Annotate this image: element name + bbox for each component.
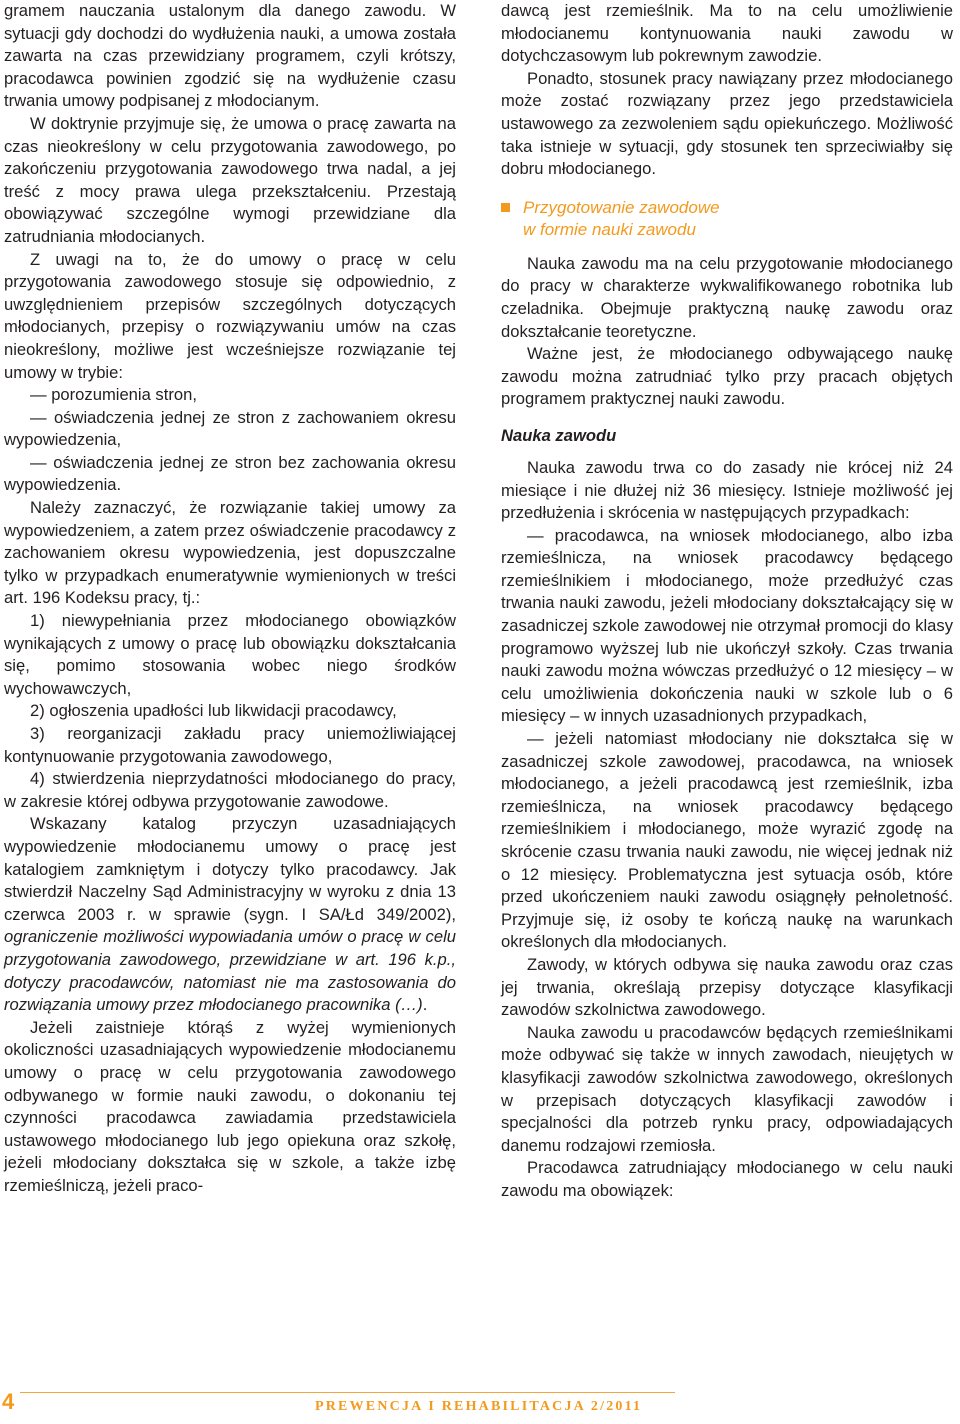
paragraph [4, 113, 456, 249]
paragraph-text: 4) stwierdzenia nieprzydatności młodocianego do pracy, w zakresie której odbywa przygotowanie zawodowe. [4, 769, 456, 811]
paragraph-text: — oświadczenia jednej ze stron z zachowaniem okresu wypowiedzenia, [4, 407, 456, 450]
paragraph-text: — oświadczenia jednej ze stron bez zachowania okresu wypowiedzenia. [4, 452, 456, 495]
paragraph [501, 68, 953, 181]
paragraph [4, 452, 456, 497]
paragraph [4, 384, 456, 407]
paragraph-text: Wskazany katalog przyczyn uzasadniających wypowiedzenie młodocianemu umowy o pracę jest katalogiem zamkniętym i dotyczy tylko pracodawcy. Jak stwierdził Naczelny Sąd Administracyjny w wyroku z dnia 13 czerwca 2003 r. w sprawie (sygn. I SA/Łd 349/2002), [4, 814, 456, 924]
paragraph [4, 768, 456, 813]
square-bullet-icon [501, 203, 510, 212]
paragraph-text: Zawody, w których odbywa się nauka zawodu oraz czas jej trwania, określają przepisy dotyczące klasyfikacji zawodów szkolnictwa zawodowego. [501, 954, 953, 1020]
paragraph-text: 3) reorganizacji zakładu pracy uniemożliwiającej kontynuowanie przygotowania zawodowego, [4, 724, 456, 766]
paragraph-text: gramem nauczania ustalonym dla danego zawodu. W sytuacji gdy dochodzi do wydłużenia nauki, a umowa została zawarta na czas przewidziany programem, czyli krótszy, pracodawca powinien zgodzić się na wydłużenie czasu trwania umowy podpisanej z młodocianym. [4, 1, 456, 111]
right-column [501, 0, 953, 1203]
section-heading-line: w formie nauki zawodu [523, 219, 696, 239]
paragraph [4, 0, 456, 113]
paragraph-text: W doktrynie przyjmuje się, że umowa o pracę zawarta na czas nieokreślony w celu przygotowania zawodowego, po zakończeniu przygotowania zawodowego trwa nadal, a jej treść z mocy prawa ulega przekształceniu. Przestają obowiązywać szczególne wymogi przewidziane dla zatrudniania młodocianych. [4, 113, 456, 246]
paragraph [4, 407, 456, 452]
paragraph-text-end: . [422, 995, 428, 1015]
paragraph [4, 813, 456, 1016]
paragraph [4, 1017, 456, 1198]
paragraph-text: — jeżeli natomiast młodociany nie dokształca się w zasadniczej szkole zawodowej, pracodawca, na wniosek młodocianego, a jeżeli pracodawcą jest rzemieślnik, izba rzemieślnicza, na wniosek pracodawcy będącego rzemieślnikiem i młodocianego, może wyrazić zgodę na skrócenie czasu trwania nauki zawodu, nie więcej jednak niż o 12 miesięcy. Problematyczna jest sytuacja osób, które przed ukończeniem nauki zawodu osiągnęły pełnoletność. Przyjmuje się, iż osoby te kończą naukę na warunkach określonych dla młodocianych. [501, 729, 953, 952]
paragraph-text: 1) niewypełniania przez młodocianego obowiązków wynikających z umowy o pracę lub obowiązku dokształcania się, pomimo stosowania wobec niego środków wychowawczych, [4, 611, 456, 698]
paragraph-text: Pracodawca zatrudniający młodocianego w celu nauki zawodu ma obowiązek: [501, 1158, 953, 1200]
paragraph [501, 1022, 953, 1158]
paragraph [4, 723, 456, 768]
paragraph [501, 728, 953, 954]
paragraph-text: Nauka zawodu trwa co do zasady nie krócej niż 24 miesiące i nie dłużej niż 36 miesięcy. Istnieje możliwość jej przedłużenia i skrócenia w następujących przypadkach: [501, 457, 953, 523]
paragraph [501, 525, 953, 728]
paragraph-text: Nauka zawodu u pracodawców będących rzemieślnikami może odbywać się także w innych zawodach, nieujętych w klasyfikacji zawodów szkolnictwa zawodowego, określonych w przepisach dotyczących klasyfikacji zawodów i specjalności dla potrzeb rynku pracy, odpowiadających danemu rodzajowi rzemiosła. [501, 1022, 953, 1155]
footer-rule [20, 1392, 675, 1393]
paragraph-text: — pracodawca, na wniosek młodocianego, albo izba rzemieślnicza, na wniosek pracodawcy będącego rzemieślnikiem i młodocianego, może przedłużyć czas trwania nauki zawodu, jeżeli młodociany dokształcający się w zasadniczej szkole zawodowej nie otrzymał promocji do klasy programowo wyższej lub nie ukończył szkoły. Czas trwania nauki zawodu można wówczas przedłużyć o 12 miesięcy – w celu umożliwienia dokończenia nauki w szkole lub o 6 miesięcy – w innych uzasadnionych przypadkach, [501, 525, 953, 726]
paragraph [501, 457, 953, 525]
page-number: 4 [2, 1389, 15, 1414]
paragraph [4, 610, 456, 700]
subsection-heading: Nauka zawodu [501, 425, 617, 445]
paragraph [501, 0, 953, 68]
journal-title: PREWENCJA I REHABILITACJA 2/2011 [315, 1399, 643, 1414]
paragraph [4, 700, 456, 723]
paragraph-text: — porozumienia stron, [30, 385, 197, 405]
paragraph [501, 954, 953, 1022]
paragraph [501, 1157, 953, 1202]
quoted-ruling: ograniczenie możliwości wypowiadania umów o pracę w celu przygotowania zawodowego, przewidziane w art. 196 k.p., dotyczy pracodawców, natomiast nie ma zastosowania do rozwiązania umowy przez młodocianego pracownika (…) [4, 927, 456, 1015]
section-heading [501, 197, 953, 241]
paragraph [501, 343, 953, 411]
paragraph-text: dawcą jest rzemieślnik. Ma to na celu umożliwienie młodocianemu kontynuowania nauki zawodu w dotychczasowym lub pokrewnym zawodzie. [501, 1, 953, 66]
section-heading-line: Przygotowanie zawodowe [523, 197, 720, 217]
paragraph [4, 249, 456, 385]
paragraph-text: Ponadto, stosunek pracy nawiązany przez młodocianego może zostać rozwiązany przez jego przedstawiciela ustawowego za zezwoleniem sądu opiekuńczego. Możliwość taka istnieje w sytuacji, gdy stosunek ten sprzeciwiałby się dobru młodocianego. [501, 68, 953, 179]
paragraph-text: Jeżeli zaistnieje którąś z wyżej wymienionych okoliczności uzasadniających wypowiedzenie młodocianemu umowy o pracę w celu przygotowania zawodowego odbywanego w formie nauki zawodu, o dokonaniu tej czynności pracodawca zawiadamia przedstawiciela ustawowego młodocianego lub jego opiekuna oraz szkołę, jeżeli młodociany dokształca się w szkole, a także izbę rzemieślniczą, jeżeli praco- [4, 1017, 456, 1195]
paragraph-text: Z uwagi na to, że do umowy o pracę w celu przygotowania zawodowego stosuje się odpowiednio, z uwzględnieniem przepisów szczególnych dotyczących młodocianych, przepisy o rozwiązywaniu umów na czas nieokreślony, możliwe jest wcześniejsze rozwiązanie tej umowy w trybie: [4, 249, 456, 382]
paragraph [501, 253, 953, 343]
paragraph-text: Należy zaznaczyć, że rozwiązanie takiej umowy za wypowiedzeniem, a zatem przez oświadczenie pracodawcy z zachowaniem okresu wypowiedzenia, jest dopuszczalne tylko w przypadkach enumeratywnie wymienionych w treści art. 196 Kodeksu pracy, tj.: [4, 498, 456, 608]
paragraph [4, 497, 456, 610]
paragraph-text: Ważne jest, że młodocianego odbywającego naukę zawodu można zatrudniać tylko przy pracach objętych programem praktycznej nauki zawodu. [501, 344, 953, 409]
left-column [4, 0, 456, 1197]
paragraph-text: Nauka zawodu ma na celu przygotowanie młodocianego do pracy w charakterze wykwalifikowanego robotnika lub czeladnika. Obejmuje praktyczną naukę zawodu oraz dokształcanie teoretyczne. [501, 253, 953, 341]
paragraph-text: 2) ogłoszenia upadłości lub likwidacji pracodawcy, [30, 701, 397, 721]
